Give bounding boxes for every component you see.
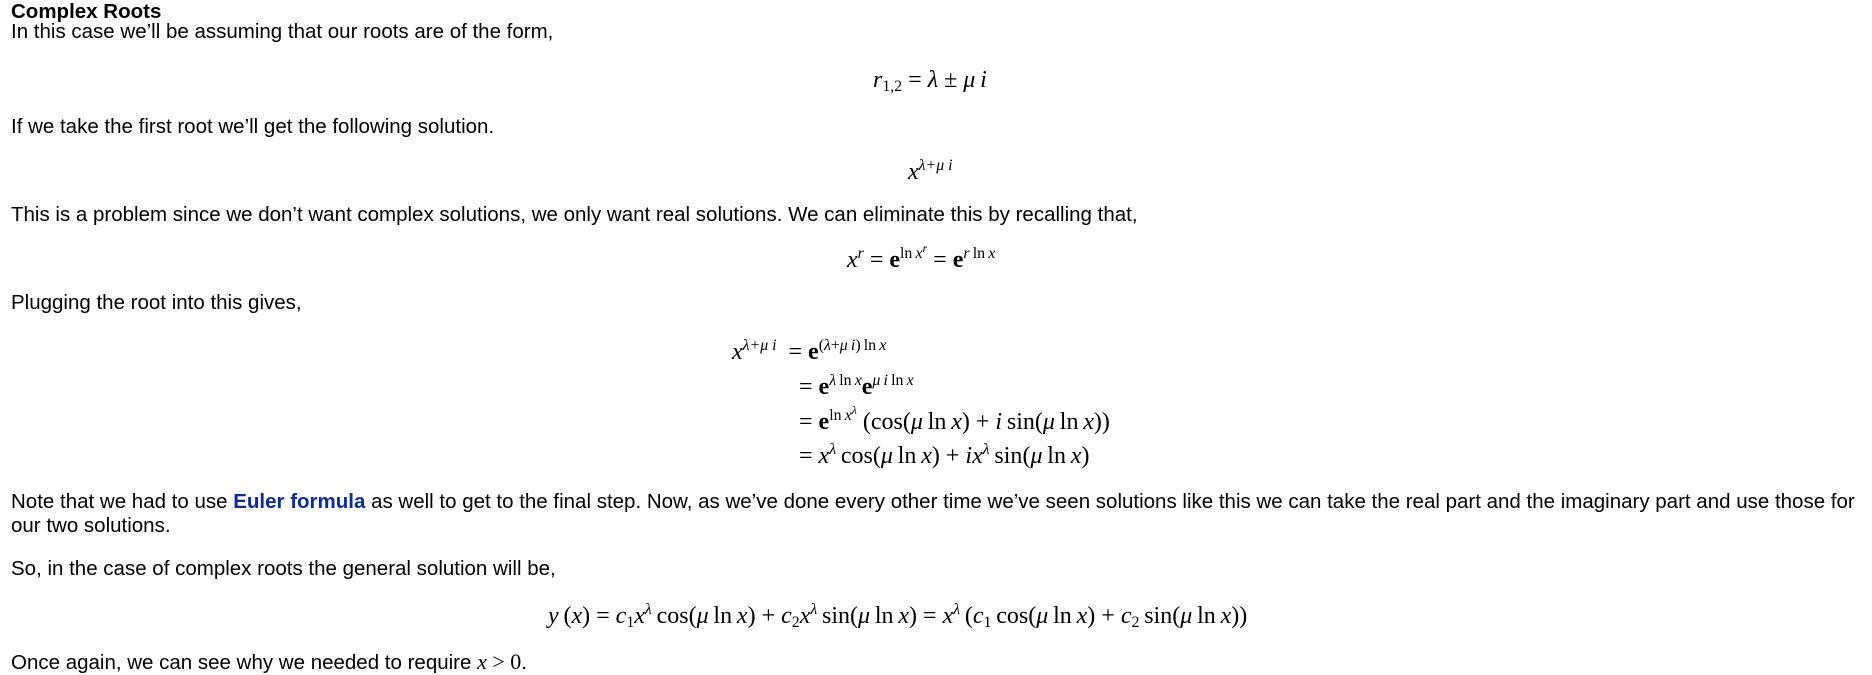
- derivation-row-3: = $e^{ln x^\lambda}$ (cos(μ ln x) + i sin(μ ln x)): [799, 402, 1110, 435]
- paragraph-form-of-roots: In this case we’ll be assuming that our roots are of the form,: [11, 20, 554, 43]
- equation-general-solution: y $(x) = c_1x^\lambda$ cos(μ $\ln x) + c_2x^\lambda$ sin(μ $\ln x) = x^\lambda$ ($c_1$ cos(μ $\ln x) + c_2$ sin(μ ln x)): [548, 601, 1248, 631]
- paragraph-first-root: If we take the first root we’ll get the following solution.: [11, 115, 495, 138]
- paragraph-plugging-root: Plugging the root into this gives,: [11, 291, 302, 314]
- euler-formula-link[interactable]: Euler formula: [233, 490, 366, 513]
- requirement-text-after: .: [521, 651, 527, 674]
- paragraph-general-solution-intro: So, in the case of complex roots the general solution will be,: [11, 557, 556, 580]
- paragraph-complex-problem: This is a problem since we don’t want complex solutions, we only want real solutions. We can eliminate this by recalling that,: [11, 203, 1138, 226]
- equation-first-root-solution: $x^{\lambda+\mu i}$: [908, 157, 953, 185]
- paragraph-requirement: [11, 650, 1860, 675]
- requirement-text-before: Once again, we can see why we needed to require: [11, 651, 478, 674]
- euler-note-text-before: Note that we had to use: [11, 490, 234, 513]
- paragraph-euler-note: [11, 490, 1860, 537]
- requirement-math: x > 0: [477, 649, 522, 674]
- derivation-row-4: = $x^\lambda$ cos(μ $\ln x) + ix^\lambda$ sin(μ ln x): [799, 441, 1090, 469]
- equation-exponential-identity: $x^r = e^{ln x^r} = e^{r ln x}$: [847, 240, 996, 273]
- euler-note-text-after: as well to get to the final step. Now, as we’ve done every other time we’ve seen solutions like this we can take the real part and the imaginary part and use those for our two solutions.: [11, 490, 1855, 537]
- derivation-row-1: $x^{\lambda+\mu i} = e^{(\lambda+\mu i) ln x}$: [732, 337, 887, 365]
- section-heading: Complex Roots: [11, 0, 162, 23]
- derivation-row-2: = $e^{\lambda ln x}e^{\mu i ln x}$: [799, 372, 914, 400]
- equation-roots-form: $r_{1,2} = \lambda \pm \mu$ i: [873, 67, 987, 95]
